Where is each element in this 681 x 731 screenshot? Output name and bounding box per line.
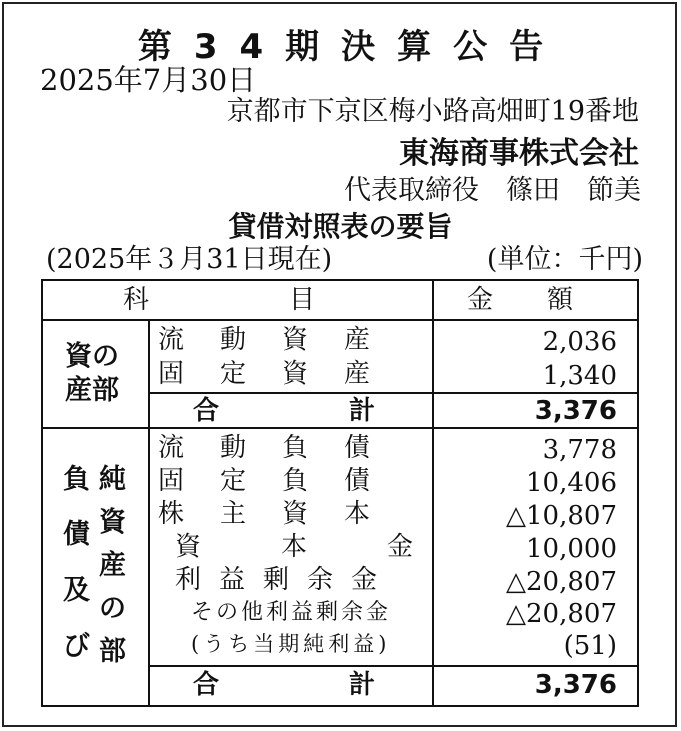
header-item-text: 科目 bbox=[123, 285, 456, 315]
header-item bbox=[123, 285, 456, 315]
balance-sheet-table bbox=[41, 279, 639, 707]
header-divider bbox=[43, 319, 637, 321]
section-label-divider bbox=[148, 319, 150, 705]
liabilities-label-right-3: の bbox=[99, 593, 126, 624]
liability-row-value: (51) bbox=[563, 631, 617, 661]
liabilities-label-left-0: 負 bbox=[63, 464, 90, 495]
amount-column-divider bbox=[432, 281, 434, 705]
unit-label: (単位：千円) bbox=[486, 244, 643, 275]
liabilities-label-left-3: び bbox=[63, 631, 90, 662]
asset-row-value: 2,036 bbox=[542, 327, 617, 357]
liability-row-value: 3,778 bbox=[542, 435, 617, 465]
liability-row-label: (うち当期純利益) bbox=[191, 632, 391, 656]
asset-row-label: 固定資産 bbox=[158, 359, 407, 389]
liability-row-label: 固定負債 bbox=[158, 466, 407, 496]
liabilities-label-right-4: 部 bbox=[99, 636, 126, 667]
balance-sheet-title: 貸借対照表の要旨 bbox=[228, 210, 453, 243]
assets-label-line2: 産部 bbox=[65, 375, 119, 406]
assets-total-divider bbox=[148, 392, 637, 394]
liability-row-label: 資本金 bbox=[175, 532, 494, 562]
liabilities-label-left-2: 及 bbox=[63, 575, 90, 606]
liability-row-value: 10,406 bbox=[526, 468, 617, 498]
liability-row-value: △20,807 bbox=[506, 567, 617, 597]
liability-row-value: △10,807 bbox=[506, 501, 617, 531]
liabilities-label-right-2: 産 bbox=[99, 550, 126, 581]
asset-row-value: 1,340 bbox=[542, 361, 617, 391]
notice-title: 第34期決算公告 bbox=[137, 27, 566, 67]
liabilities-label-right-1: 資 bbox=[99, 507, 126, 538]
liability-row-label: 株主資本 bbox=[158, 499, 407, 529]
assets-label-line1: 資の bbox=[65, 341, 119, 372]
liabilities-total-label: 合計 bbox=[193, 670, 506, 700]
assets-total-value: 3,376 bbox=[534, 396, 617, 426]
company-address: 京都市下京区梅小路高畑町19番地 bbox=[226, 96, 639, 127]
liabilities-total-value: 3,376 bbox=[534, 670, 617, 700]
assets-total-label: 合計 bbox=[193, 396, 506, 426]
liability-row-value: △20,807 bbox=[506, 599, 617, 629]
section-divider bbox=[43, 427, 637, 429]
notice-date: 2025年7月30日 bbox=[40, 63, 257, 97]
liabilities-label-right-0: 純 bbox=[99, 464, 126, 495]
header-amount: 金額 bbox=[467, 285, 628, 315]
liabilities-total-divider bbox=[148, 665, 637, 667]
liability-row-label: その他利益剰余金 bbox=[191, 600, 392, 625]
company-name: 東海商事株式会社 bbox=[399, 136, 639, 171]
as-of-date: (2025年３月31日現在) bbox=[46, 244, 333, 275]
representative: 代表取締役 篠田 節美 bbox=[344, 175, 641, 206]
liabilities-label-left-1: 債 bbox=[63, 519, 90, 550]
liability-row-label: 利益剰余金 bbox=[175, 565, 396, 595]
liability-row-value: 10,000 bbox=[526, 534, 617, 564]
asset-row-label: 流動資産 bbox=[158, 325, 407, 355]
liability-row-label: 流動負債 bbox=[158, 433, 407, 463]
